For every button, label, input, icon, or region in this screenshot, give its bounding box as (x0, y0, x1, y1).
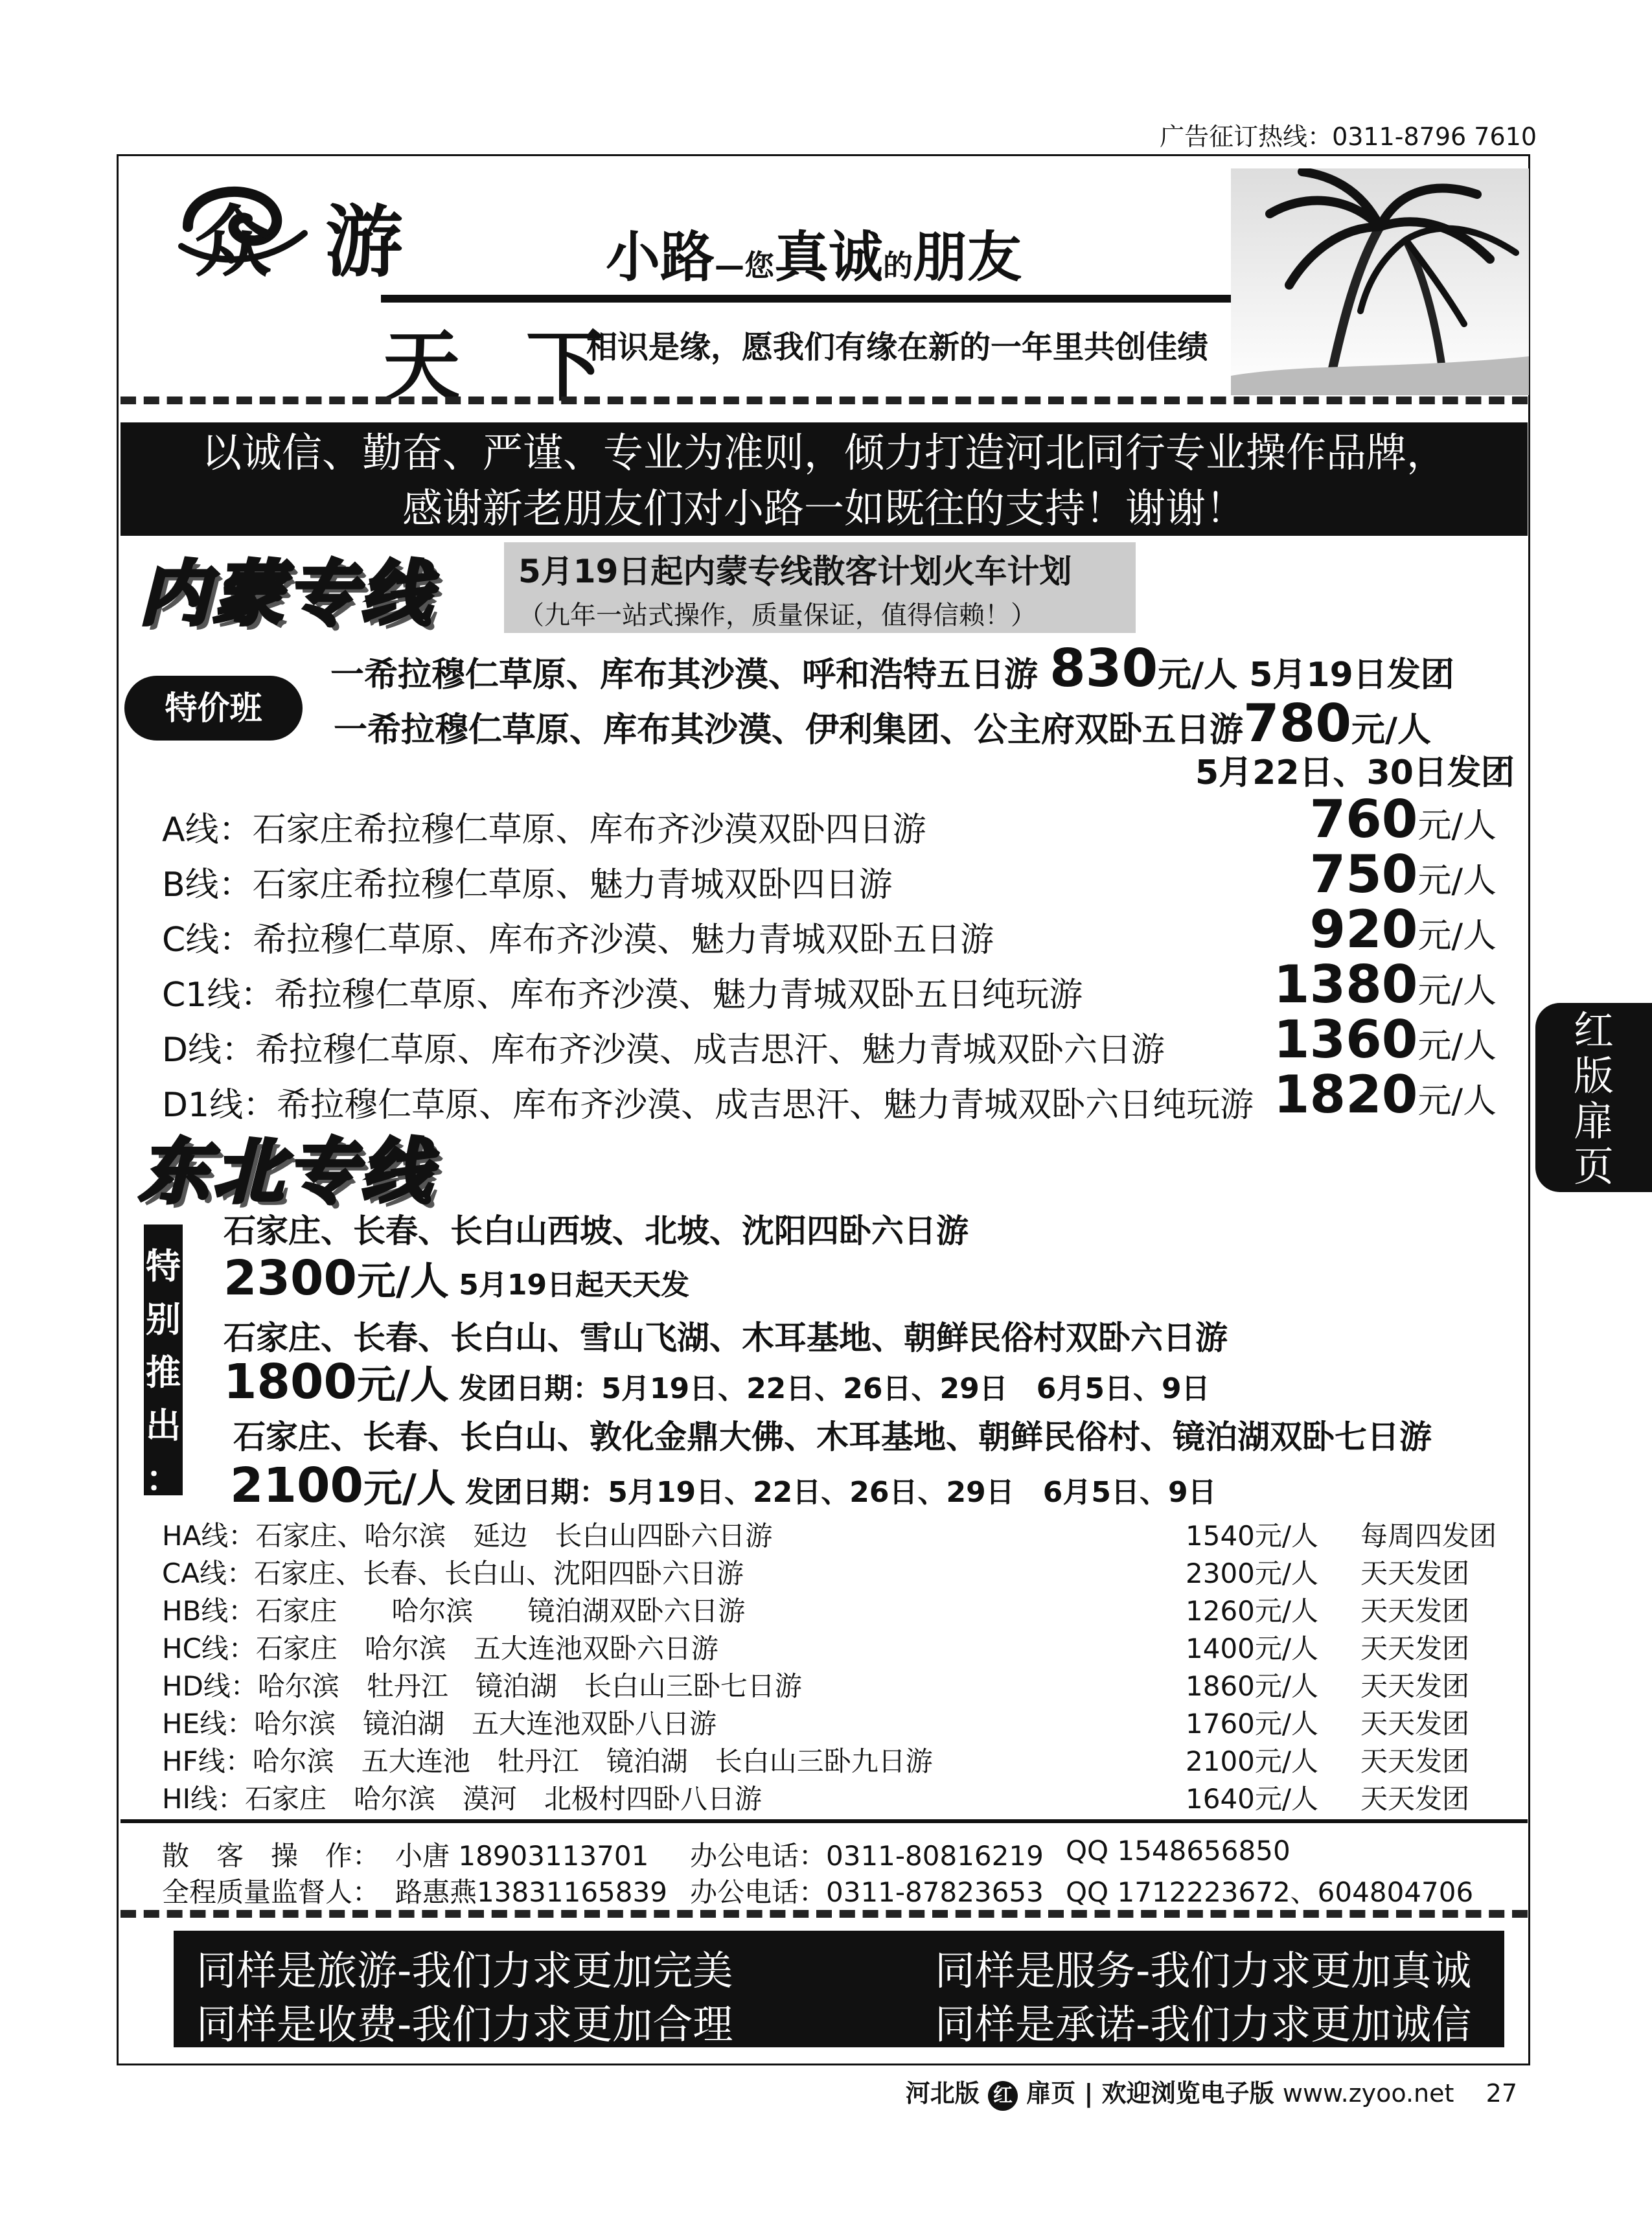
tour-line-unit: 元/人 (1417, 1027, 1497, 1066)
tour-line-amount: 1380 (1273, 954, 1418, 1015)
tour-line-amount: 920 (1309, 899, 1418, 960)
special-tour-unit: 元/人 (1158, 656, 1238, 695)
notice-subtext: （九年一站式操作，质量保证，值得信赖！） (518, 601, 1037, 630)
special-tour-route: 一希拉穆仁草原、库布其沙漠、呼和浩特五日游 (330, 656, 1038, 695)
contact-divider (120, 1819, 1528, 1823)
logo-bottom-text: 天 下 (382, 321, 623, 412)
tour-line-name: B线：石家庄希拉穆仁草原、魅力青城双卧四日游 (162, 866, 893, 904)
tour-line-price (1274, 1064, 1497, 1125)
tab-char: 特 (146, 1246, 181, 1287)
tour-line-amount: 760 (1309, 789, 1418, 849)
side-tab-char: 红 (1573, 1007, 1614, 1054)
special-tour-1 (330, 638, 1454, 698)
tour-line-price (1309, 899, 1497, 960)
tour-line-name: C1线：希拉穆仁草原、库布齐沙漠、魅力青城双卧五日纯玩游 (162, 976, 1083, 1015)
special-offer-badge: 特价班 (124, 676, 303, 741)
route-schedule: 每周四发团 (1360, 1520, 1497, 1552)
contact-role: 全程质量监督人： (162, 1876, 380, 1908)
route-schedule: 天天发团 (1360, 1783, 1470, 1815)
route-name: HE线：哈尔滨 镜泊湖 五大连池双卧八日游 (162, 1708, 717, 1740)
route-name: HI线：石家庄 哈尔滨 漠河 北极村四卧八日游 (162, 1783, 762, 1815)
tour-line-unit: 元/人 (1417, 807, 1497, 845)
featured-price-row (224, 1354, 1210, 1410)
route-name: CA线：石家庄、长春、长白山、沈阳四卧六日游 (162, 1558, 744, 1589)
slogan-part: 小路 (606, 225, 715, 289)
route-price: 1860元/人 (1186, 1670, 1319, 1702)
route-price: 1760元/人 (1186, 1708, 1319, 1740)
banner-line: 以诚信、勤奋、严谨、专业为准则，倾力打造河北同行专业操作品牌， (201, 429, 1447, 476)
logo-top-text: 众 游 (194, 196, 416, 288)
route-schedule: 天天发团 (1360, 1670, 1470, 1702)
tab-char: ： (146, 1458, 181, 1499)
contact-person: 路惠燕13831165839 (395, 1876, 667, 1908)
tab-char: 推 (146, 1352, 181, 1393)
route-price: 1640元/人 (1186, 1783, 1319, 1815)
motto-line: 同样是收费-我们力求更加合理 (196, 2001, 733, 2048)
featured-price-row (230, 1458, 1217, 1513)
banner-line: 感谢新老朋友们对小路一如既往的支持！谢谢！ (402, 485, 1246, 532)
notice-text: 5月19日起内蒙专线散客计划火车计划 (518, 553, 1072, 590)
featured-note: 5月19日起天天发 (459, 1269, 690, 1302)
tab-char: 别 (146, 1299, 181, 1340)
featured-route: 石家庄、长春、长白山西坡、北坡、沈阳四卧六日游 (224, 1212, 969, 1250)
red-edition-side-tab (1535, 1003, 1652, 1192)
tour-line-unit: 元/人 (1417, 972, 1497, 1011)
footer-url[interactable]: www.zyoo.net (1282, 2079, 1454, 2108)
special-tour-price: 780 (1243, 693, 1352, 753)
contact-qq: QQ 1712223672、604804706 (1066, 1876, 1474, 1908)
contact-role: 散 客 操 作： (162, 1840, 380, 1872)
featured-price: 2100 (230, 1458, 363, 1513)
slogan-part: 朋友 (913, 225, 1022, 289)
contact-qq: QQ 1548656850 (1066, 1835, 1291, 1867)
tour-line-price (1274, 954, 1497, 1015)
route-schedule: 天天发团 (1360, 1633, 1470, 1664)
motto-box (174, 1931, 1504, 2047)
header-rule (381, 295, 1239, 303)
special-tour-price: 830 (1050, 638, 1158, 698)
route-price: 1260元/人 (1186, 1595, 1319, 1627)
route-name: HF线：哈尔滨 五大连池 牡丹江 镜泊湖 长白山三卧九日游 (162, 1745, 933, 1777)
contact-office-phone: 办公电话：0311-87823653 (690, 1876, 1044, 1908)
slogan-part: 的 (883, 248, 913, 283)
featured-note: 发团日期：5月19日、22日、26日、29日 6月5日、9日 (465, 1476, 1217, 1509)
route-schedule: 天天发团 (1360, 1595, 1470, 1627)
route-schedule: 天天发团 (1360, 1708, 1470, 1740)
header-subslogan: 相识是缘，愿我们有缘在新的一年里共创佳绩 (586, 329, 1209, 365)
tour-line-name: D线：希拉穆仁草原、库布齐沙漠、成吉思汗、魅力青城双卧六日游 (162, 1031, 1165, 1070)
tour-line-amount: 1360 (1273, 1009, 1418, 1070)
tour-line-amount: 750 (1309, 844, 1418, 904)
tour-line-name: C线：希拉穆仁草原、库布齐沙漠、魅力青城双卧五日游 (162, 921, 994, 960)
tab-char: 出 (146, 1405, 181, 1446)
motto-line: 同样是旅游-我们力求更加完美 (196, 1947, 733, 1994)
side-tab-char: 页 (1573, 1143, 1614, 1190)
featured-unit: 元/人 (356, 1259, 449, 1304)
featured-unit: 元/人 (363, 1466, 455, 1512)
route-price: 2100元/人 (1186, 1745, 1319, 1777)
slogan-part: —您 (715, 248, 775, 283)
route-price: 1540元/人 (1186, 1520, 1319, 1552)
tour-line-name: A线：石家庄希拉穆仁草原、库布齐沙漠双卧四日游 (162, 811, 926, 849)
route-schedule: 天天发团 (1360, 1558, 1470, 1589)
special-tour-date: 5月22日、30日发团 (1195, 753, 1515, 792)
dashed-divider (120, 397, 1528, 404)
motto-line: 同样是承诺-我们力求更加诚信 (935, 2001, 1472, 2048)
tour-line-unit: 元/人 (1417, 1082, 1497, 1121)
dashed-divider (120, 1910, 1528, 1918)
special-tour-date: 5月19日发团 (1249, 656, 1454, 695)
featured-note: 发团日期：5月19日、22日、26日、29日 6月5日、9日 (459, 1372, 1210, 1405)
tour-line-amount: 1820 (1273, 1064, 1418, 1125)
special-tour-route: 一希拉穆仁草原、库布其沙漠、伊利集团、公主府双卧五日游 (334, 711, 1244, 750)
footer-separator: | (1084, 2079, 1094, 2108)
contact-office-phone: 办公电话：0311-80816219 (690, 1840, 1044, 1872)
hong-badge-icon: 红 (988, 2081, 1018, 2111)
tour-line-price (1309, 844, 1497, 904)
route-name: HD线：哈尔滨 牡丹江 镜泊湖 长白山三卧七日游 (162, 1670, 802, 1702)
featured-price: 1800 (224, 1354, 357, 1410)
principle-banner (120, 422, 1528, 536)
footer-edition: 河北版 (905, 2079, 980, 2108)
contact-person: 小唐 18903113701 (395, 1840, 649, 1872)
header-slogan (606, 214, 1022, 292)
featured-price-row (224, 1250, 689, 1306)
side-tab-char: 版 (1573, 1052, 1614, 1099)
tour-line-price (1274, 1009, 1497, 1070)
inner-mongolia-title: 内蒙专线 (139, 554, 435, 635)
featured-vertical-tab (144, 1224, 183, 1499)
tour-line-price (1309, 789, 1497, 849)
featured-unit: 元/人 (356, 1362, 449, 1408)
palm-tree-icon (1231, 168, 1529, 395)
special-tour-unit: 元/人 (1351, 711, 1432, 750)
footer-page-label: 扉页 (1026, 2079, 1076, 2108)
route-price: 2300元/人 (1186, 1558, 1319, 1589)
featured-route: 石家庄、长春、长白山、雪山飞湖、木耳基地、朝鲜民俗村双卧六日游 (224, 1319, 1228, 1357)
route-name: HC线：石家庄 哈尔滨 五大连池双卧六日游 (162, 1633, 718, 1664)
tour-line-name: D1线：希拉穆仁草原、库布齐沙漠、成吉思汗、魅力青城双卧六日纯玩游 (162, 1086, 1254, 1125)
route-price: 1400元/人 (1186, 1633, 1319, 1664)
motto-line: 同样是服务-我们力求更加真诚 (935, 1947, 1472, 1994)
page-number: 27 (1486, 2079, 1517, 2108)
tour-line-unit: 元/人 (1417, 917, 1497, 956)
tour-line-unit: 元/人 (1417, 862, 1497, 901)
page-footer (906, 2073, 1517, 2111)
footer-welcome: 欢迎浏览电子版 (1101, 2079, 1274, 2108)
ad-hotline: 广告征订热线：0311-8796 7610 (1160, 122, 1537, 151)
side-tab-char: 扉 (1573, 1098, 1614, 1145)
featured-price: 2300 (224, 1250, 357, 1306)
featured-route: 石家庄、长春、长白山、敦化金鼎大佛、木耳基地、朝鲜民俗村、镜泊湖双卧七日游 (233, 1418, 1432, 1456)
route-name: HA线：石家庄、哈尔滨 延边 长白山四卧六日游 (162, 1520, 773, 1552)
slogan-part: 真诚 (774, 225, 884, 289)
northeast-title: 东北专线 (139, 1132, 435, 1213)
route-name: HB线：石家庄 哈尔滨 镜泊湖双卧六日游 (162, 1595, 746, 1627)
route-schedule: 天天发团 (1360, 1745, 1470, 1777)
